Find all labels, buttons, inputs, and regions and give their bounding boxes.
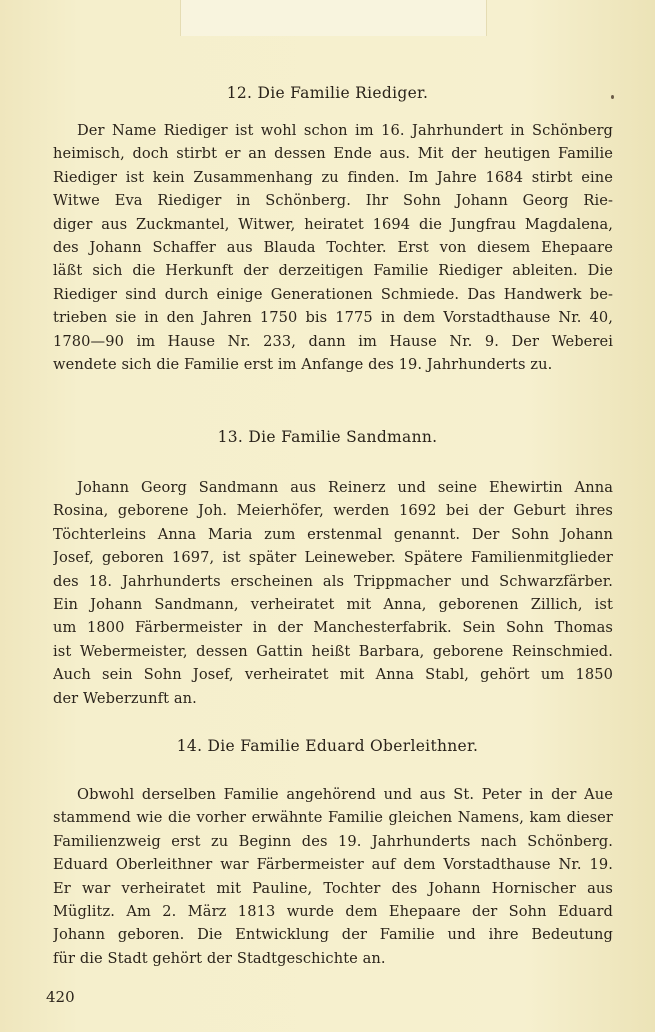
page-number: 420	[46, 988, 75, 1006]
text-line: Töchterleins Anna Maria zum erstenmal genannt. Der Sohn Johann	[53, 525, 613, 543]
text-line: Familienzweig erst zu Beginn des 19. Jahrhunderts nach Schönberg.	[53, 832, 613, 850]
text-line: des Johann Schaffer aus Blauda Tochter. Erst von diesem Ehepaare	[53, 238, 613, 256]
text-line: Müglitz. Am 2. März 1813 wurde dem Ehepaare der Sohn Eduard	[53, 902, 613, 920]
text-line: 1780—90 im Hause Nr. 233, dann im Hause Nr. 9. Der Weberei	[53, 332, 613, 350]
text-line: des 18. Jahrhunderts erscheinen als Trippmacher und Schwarzfärber.	[53, 572, 613, 590]
text-line: stammend wie die vorher erwähnte Familie gleichen Namens, kam dieser	[53, 809, 613, 827]
text-line: wendete sich die Familie erst im Anfange des 19. Jahrhunderts zu.	[53, 355, 553, 373]
text-line: Auch sein Sohn Josef, verheiratet mit Anna Stabl, gehört um 1850	[53, 666, 613, 684]
scan-margin-strip	[180, 0, 487, 36]
text-line: heimisch, doch stirbt er an dessen Ende aus. Mit der heutigen Familie	[53, 145, 613, 163]
text-line: Ein Johann Sandmann, verheiratet mit Anna, geborenen Zillich, ist	[53, 595, 613, 613]
section-heading-12: 12. Die Familie Riediger.	[226, 84, 429, 102]
text-line: der Weberzunft an.	[53, 689, 197, 707]
section-heading-14: 14. Die Familie Eduard Oberleithner.	[176, 737, 479, 755]
text-line: Riediger ist kein Zusammenhang zu finden. Im Jahre 1684 stirbt eine	[53, 168, 613, 186]
text-line: trieben sie in den Jahren 1750 bis 1775 in dem Vorstadthause Nr. 40,	[53, 309, 613, 327]
text-line: Johann Georg Sandmann aus Reinerz und seine Ehewirtin Anna	[77, 479, 613, 496]
text-line: Riediger sind durch einige Generationen Schmiede. Das Handwerk be-	[53, 285, 613, 303]
section-body-12	[53, 119, 613, 376]
text-line: Witwe Eva Riediger in Schönberg. Ihr Sohn Johann Georg Rie-	[53, 192, 613, 210]
text-line: Obwohl derselben Familie angehörend und aus St. Peter in der Aue	[77, 786, 613, 803]
text-line: Er war verheiratet mit Pauline, Tochter des Johann Hornischer aus	[53, 879, 613, 897]
text-line: ist Webermeister, dessen Gattin heißt Barbara, geborene Reinschmied.	[53, 642, 613, 660]
text-line: Der Name Riediger ist wohl schon im 16. Jahrhundert in Schönberg	[77, 122, 613, 139]
text-line: um 1800 Färbermeister in der Manchesterfabrik. Sein Sohn Thomas	[53, 619, 613, 637]
section-heading-13: 13. Die Familie Sandmann.	[217, 428, 438, 446]
text-line: läßt sich die Herkunft der derzeitigen Familie Riediger ableiten. Die	[53, 262, 613, 280]
text-line: Josef, geboren 1697, ist später Leineweber. Spätere Familienmitglieder	[53, 549, 613, 567]
section-body-13	[53, 476, 613, 710]
text-line: Eduard Oberleithner war Färbermeister auf dem Vorstadthause Nr. 19.	[53, 856, 613, 874]
text-line: für die Stadt gehört der Stadtgeschichte an.	[53, 949, 386, 967]
text-line: Johann geboren. Die Entwicklung der Familie und ihre Bedeutung	[53, 926, 613, 944]
section-body-14	[53, 783, 613, 970]
text-line: diger aus Zuckmantel, Witwer, heiratet 1694 die Jungfrau Magdalena,	[53, 215, 613, 233]
text-line: Rosina, geborene Joh. Meierhöfer, werden 1692 bei der Geburt ihres	[53, 502, 613, 520]
